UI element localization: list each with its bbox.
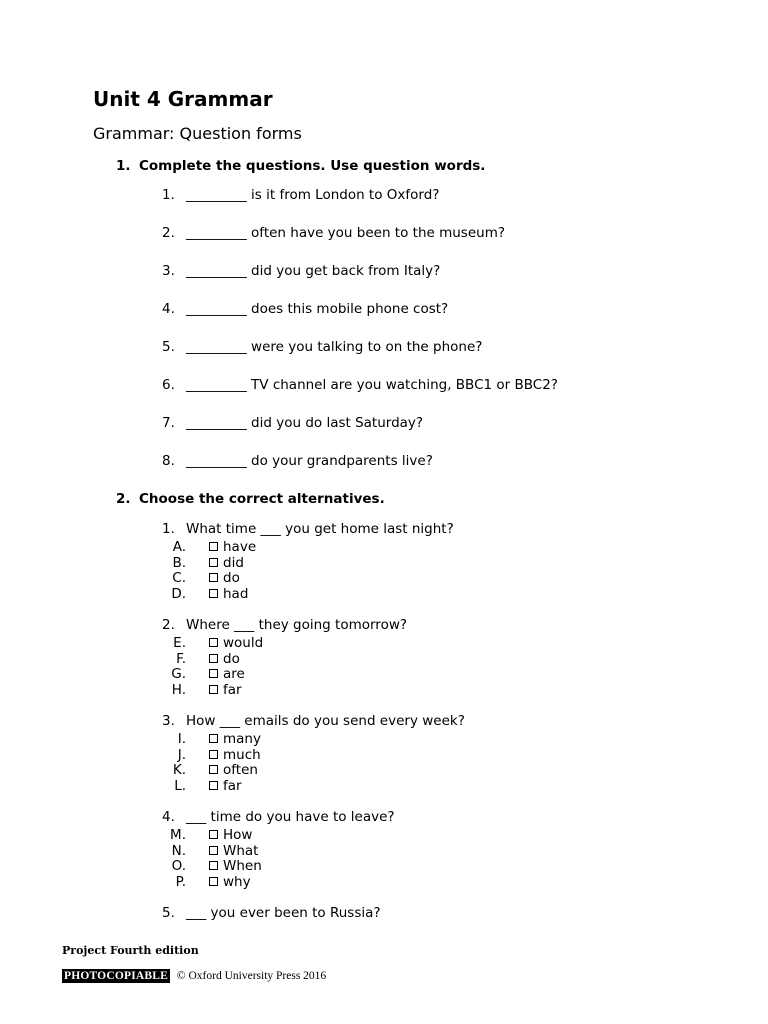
question-stem <box>162 711 465 732</box>
checkbox-icon[interactable] <box>209 765 218 774</box>
question-text: _________ do your grandparents live? <box>186 453 433 469</box>
answer-option[interactable] <box>162 683 465 699</box>
answer-option[interactable] <box>162 779 465 795</box>
question-number: 4. <box>162 809 175 825</box>
option-text: far <box>223 681 242 698</box>
answer-option[interactable] <box>162 652 465 668</box>
question-stem <box>162 519 465 540</box>
option-letter: N. <box>171 842 186 859</box>
option-text: had <box>223 585 249 602</box>
option-letter: F. <box>176 650 186 667</box>
option-text: How <box>223 827 253 843</box>
answer-option[interactable] <box>162 844 465 860</box>
checkbox-icon[interactable] <box>209 589 218 598</box>
option-letter: K. <box>172 762 186 778</box>
option-text: far <box>223 777 242 794</box>
option-letter: E. <box>173 635 186 651</box>
question-item <box>162 185 558 223</box>
question-text: _________ is it from London to Oxford? <box>186 187 440 203</box>
answer-option[interactable] <box>162 571 465 587</box>
footer-edition: Project Fourth edition <box>62 944 199 957</box>
page-subtitle: Grammar: Question forms <box>93 124 302 143</box>
checkbox-icon[interactable] <box>209 669 218 678</box>
section-1-number: 1. <box>116 158 131 174</box>
option-list <box>162 828 465 890</box>
checkbox-icon[interactable] <box>209 638 218 647</box>
option-letter: B. <box>172 554 186 571</box>
multiple-choice-item <box>162 615 465 711</box>
question-number: 3. <box>162 263 175 279</box>
question-text: _________ TV channel are you watching, BBC1 or BBC2? <box>186 377 558 393</box>
question-text: ___ you ever been to Russia? <box>186 905 381 921</box>
question-text: _________ were you talking to on the phone? <box>186 339 483 355</box>
answer-option[interactable] <box>162 667 465 683</box>
checkbox-icon[interactable] <box>209 558 218 567</box>
multiple-choice-item <box>162 711 465 807</box>
option-letter: A. <box>172 539 186 555</box>
option-text: do <box>223 650 240 667</box>
answer-option[interactable] <box>162 875 465 891</box>
multiple-choice-item <box>162 519 465 615</box>
question-text: ___ time do you have to leave? <box>186 809 395 825</box>
option-letter: J. <box>177 746 186 763</box>
question-stem <box>162 903 465 924</box>
question-number: 1. <box>162 187 175 203</box>
question-text: _________ did you get back from Italy? <box>186 263 441 279</box>
question-number: 3. <box>162 713 175 729</box>
multiple-choice-item <box>162 903 465 927</box>
question-number: 5. <box>162 905 175 921</box>
question-item <box>162 299 558 337</box>
question-number: 8. <box>162 453 175 469</box>
section-1-heading <box>116 157 485 175</box>
answer-option[interactable] <box>162 587 465 603</box>
option-text: When <box>223 858 262 874</box>
section-2-number: 2. <box>116 491 131 507</box>
option-text: many <box>223 731 261 747</box>
question-number: 2. <box>162 617 175 633</box>
question-item <box>162 261 558 299</box>
option-letter: L. <box>174 777 186 794</box>
option-letter: D. <box>171 585 186 602</box>
option-list <box>162 636 465 698</box>
answer-option[interactable] <box>162 763 465 779</box>
option-letter: M. <box>170 827 186 843</box>
question-item <box>162 337 558 375</box>
question-stem <box>162 807 465 828</box>
answer-option[interactable] <box>162 828 465 844</box>
photocopiable-badge: PHOTOCOPIABLE <box>64 970 168 982</box>
checkbox-icon[interactable] <box>209 573 218 582</box>
option-letter: C. <box>172 570 186 586</box>
checkbox-icon[interactable] <box>209 877 218 886</box>
footer-copyright <box>62 969 326 983</box>
option-text: would <box>223 635 264 651</box>
answer-option[interactable] <box>162 540 465 556</box>
option-letter: H. <box>171 681 186 698</box>
option-text: What <box>223 842 259 859</box>
question-number: 2. <box>162 225 175 241</box>
option-text: much <box>223 746 261 763</box>
section-1-question-list <box>162 185 558 489</box>
option-text: often <box>223 762 258 778</box>
checkbox-icon[interactable] <box>209 542 218 551</box>
checkbox-icon[interactable] <box>209 861 218 870</box>
question-item <box>162 451 558 489</box>
checkbox-icon[interactable] <box>209 734 218 743</box>
answer-option[interactable] <box>162 732 465 748</box>
option-text: why <box>223 873 251 890</box>
option-list <box>162 540 465 602</box>
question-item <box>162 223 558 261</box>
question-number: 4. <box>162 301 175 317</box>
answer-option[interactable] <box>162 556 465 572</box>
option-text: have <box>223 539 257 555</box>
section-1-instruction: Complete the questions. Use question words. <box>139 158 486 174</box>
checkbox-icon[interactable] <box>209 654 218 663</box>
question-text: _________ does this mobile phone cost? <box>186 301 449 317</box>
option-text: did <box>223 554 244 571</box>
option-letter: G. <box>171 666 186 682</box>
question-text: What time ___ you get home last night? <box>186 521 454 537</box>
question-item <box>162 375 558 413</box>
question-stem <box>162 615 465 636</box>
option-text: are <box>223 666 245 682</box>
checkbox-icon[interactable] <box>209 685 218 694</box>
question-text: How ___ emails do you send every week? <box>186 713 465 729</box>
multiple-choice-item <box>162 807 465 903</box>
option-list <box>162 732 465 794</box>
publisher-text: Oxford University Press 2016 <box>188 970 327 982</box>
option-letter: O. <box>171 858 186 874</box>
question-text: _________ did you do last Saturday? <box>186 415 424 431</box>
checkbox-icon[interactable] <box>209 846 218 855</box>
checkbox-icon[interactable] <box>209 830 218 839</box>
copyright-symbol: © <box>176 970 186 982</box>
question-number: 7. <box>162 415 175 431</box>
question-text: _________ often have you been to the museum? <box>186 225 506 241</box>
section-2-question-list <box>162 519 465 927</box>
option-letter: I. <box>177 731 186 747</box>
option-letter: P. <box>175 873 186 890</box>
checkbox-icon[interactable] <box>209 750 218 759</box>
option-text: do <box>223 570 240 586</box>
question-text: Where ___ they going tomorrow? <box>186 617 408 633</box>
question-number: 6. <box>162 377 175 393</box>
question-item <box>162 413 558 451</box>
answer-option[interactable] <box>162 859 465 875</box>
answer-option[interactable] <box>162 636 465 652</box>
question-number: 5. <box>162 339 175 355</box>
answer-option[interactable] <box>162 748 465 764</box>
question-number: 1. <box>162 521 175 537</box>
page-title: Unit 4 Grammar <box>93 87 273 111</box>
section-2-instruction: Choose the correct alternatives. <box>139 491 385 507</box>
checkbox-icon[interactable] <box>209 781 218 790</box>
section-2-heading <box>116 490 385 508</box>
